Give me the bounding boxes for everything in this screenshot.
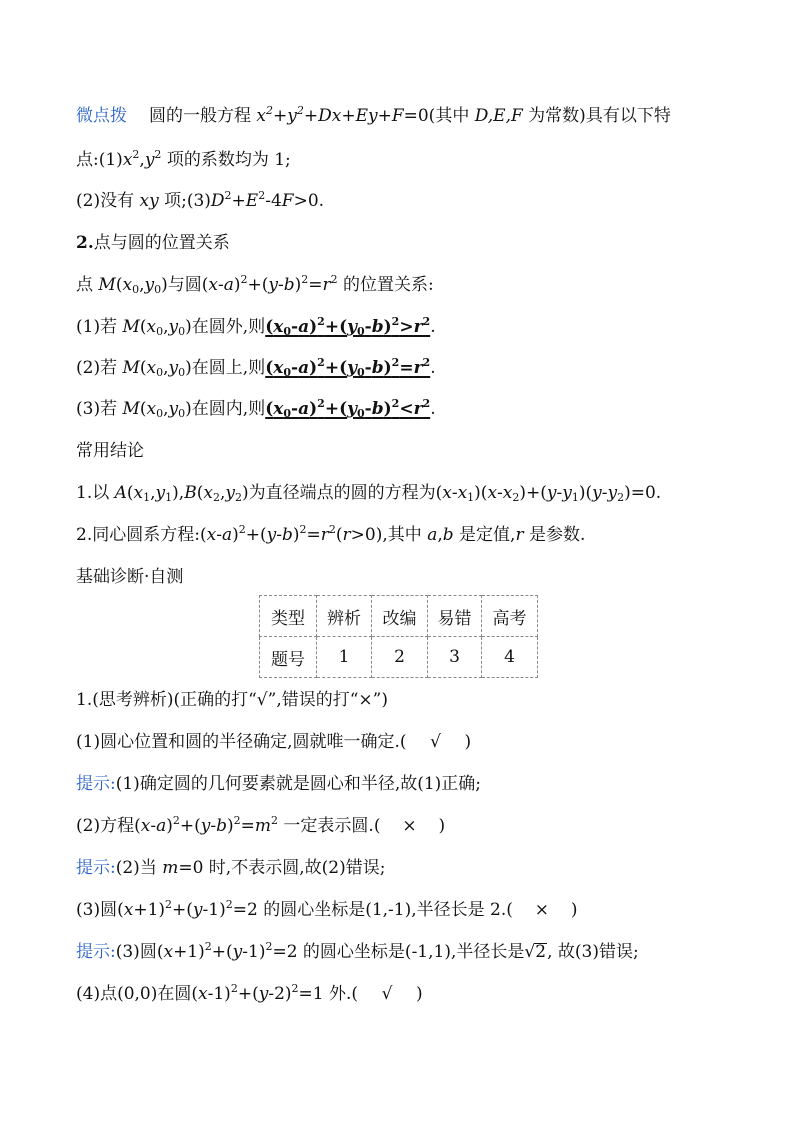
case-inside: (3)若 $M(x_0,y_0)$在圆内,则$(x_0-a)^2+(y_0-b)^2<r^2$. xyxy=(76,397,436,420)
table-cell: 1 xyxy=(317,637,372,678)
case-outside: (1)若 $M(x_0,y_0)$在圆外,则$(x_0-a)^2+(y_0-b)^2>r^2$. xyxy=(76,315,436,338)
table-cell: 3 xyxy=(428,637,482,678)
common-rule-2: 2.同心圆系方程$:(x-a)^2+(y-b)^2=r^2(r>0)$,其中 a,b 是定值,r 是参数. xyxy=(76,523,586,545)
q1-hint-3: 提示:(3)圆$(x+1)^2+(y-1)^2=2$ 的圆心坐标是(-1,1),半径长是√2, 故(3)错误; xyxy=(76,940,639,962)
table-cell: 改编 xyxy=(372,596,428,637)
table-cell: 高考 xyxy=(482,596,538,637)
common-title: 常用结论 xyxy=(76,441,144,461)
table-cell: 易错 xyxy=(428,596,482,637)
q1-statement-3: (3)圆$(x+1)^2+(y-1)^2=2$ 的圆心坐标是(1,-1),半径长是 2.( × ) xyxy=(76,898,578,920)
q1-hint-2: 提示:(2)当 m=0 时,不表示圆,故(2)错误; xyxy=(76,858,386,878)
note-label: 微点拨 xyxy=(76,106,127,126)
note-line-2: 点$:(1)x^2,y^2$ 项的系数均为 1; xyxy=(76,148,291,170)
q1-hint-1: 提示:(1)确定圆的几何要素就是圆心和半径,故(1)正确; xyxy=(76,774,482,794)
case-on: (2)若 $M(x_0,y_0)$在圆上,则$(x_0-a)^2+(y_0-b)^2=r^2$. xyxy=(76,356,436,379)
note-line-1: 微点拨 圆的一般方程 $x^2+y^2+Dx+Ey+F=0$(其中 D,E,F 为常数)具有以下特 xyxy=(76,104,671,126)
answer-outside: $(x_0-a)^2+(y_0-b)^2>r^2$ xyxy=(265,315,431,338)
answer-mark: √ xyxy=(430,732,441,752)
table-cell: 2 xyxy=(372,637,428,678)
answer-mark: × xyxy=(534,900,550,920)
table-row xyxy=(260,596,538,637)
hint-label: 提示: xyxy=(76,774,116,794)
answer-on: $(x_0-a)^2+(y_0-b)^2=r^2$ xyxy=(265,356,431,379)
answer-mark: √ xyxy=(381,984,393,1004)
answer-inside: $(x_0-a)^2+(y_0-b)^2<r^2$ xyxy=(265,397,431,420)
hint-label: 提示: xyxy=(76,858,116,878)
general-equation: $x^2+y^2+Dx+Ey+F$ xyxy=(256,104,404,126)
common-rule-1: 1.以 $A(x_1,y_1),B(x_2,y_2)$为直径端点的圆的方程为$(x-x_1)(x-x_2)+(y-y_1)(y-y_2)=0$. xyxy=(76,483,662,504)
table-cell: 类型 xyxy=(260,596,317,637)
answer-mark: × xyxy=(402,816,417,836)
q1-stem: 1.(思考辨析)(正确的打“√”,错误的打“×”) xyxy=(76,690,388,710)
q1-statement-1: (1)圆心位置和圆的半径确定,圆就唯一确定.( √ ) xyxy=(76,732,472,752)
sqrt-symbol: √ xyxy=(524,942,536,962)
section-intro: 点 $M(x_0,y_0)$与圆$(x-a)^2+(y-b)^2=r^2$ 的位置关系: xyxy=(76,273,434,296)
note-line-3: (2)没有 xy 项$;(3)D^2+E^2-4F>0$. xyxy=(76,189,325,211)
q1-statement-2: (2)方程$(x-a)^2+(y-b)^2=m^2$ 一定表示圆.( × ) xyxy=(76,814,446,836)
table-row xyxy=(260,637,538,678)
table-cell: 辨析 xyxy=(317,596,372,637)
q1-statement-4: (4)点(0,0)在圆$(x-1)^2+(y-2)^2=1$ 外.( √ ) xyxy=(76,982,423,1004)
table-cell: 4 xyxy=(482,637,538,678)
question-type-table xyxy=(259,595,538,678)
hint-label: 提示: xyxy=(76,942,116,962)
section-heading: 2.点与圆的位置关系 xyxy=(76,233,230,253)
diag-title: 基础诊断·自测 xyxy=(76,567,184,587)
table-cell: 题号 xyxy=(260,637,317,678)
